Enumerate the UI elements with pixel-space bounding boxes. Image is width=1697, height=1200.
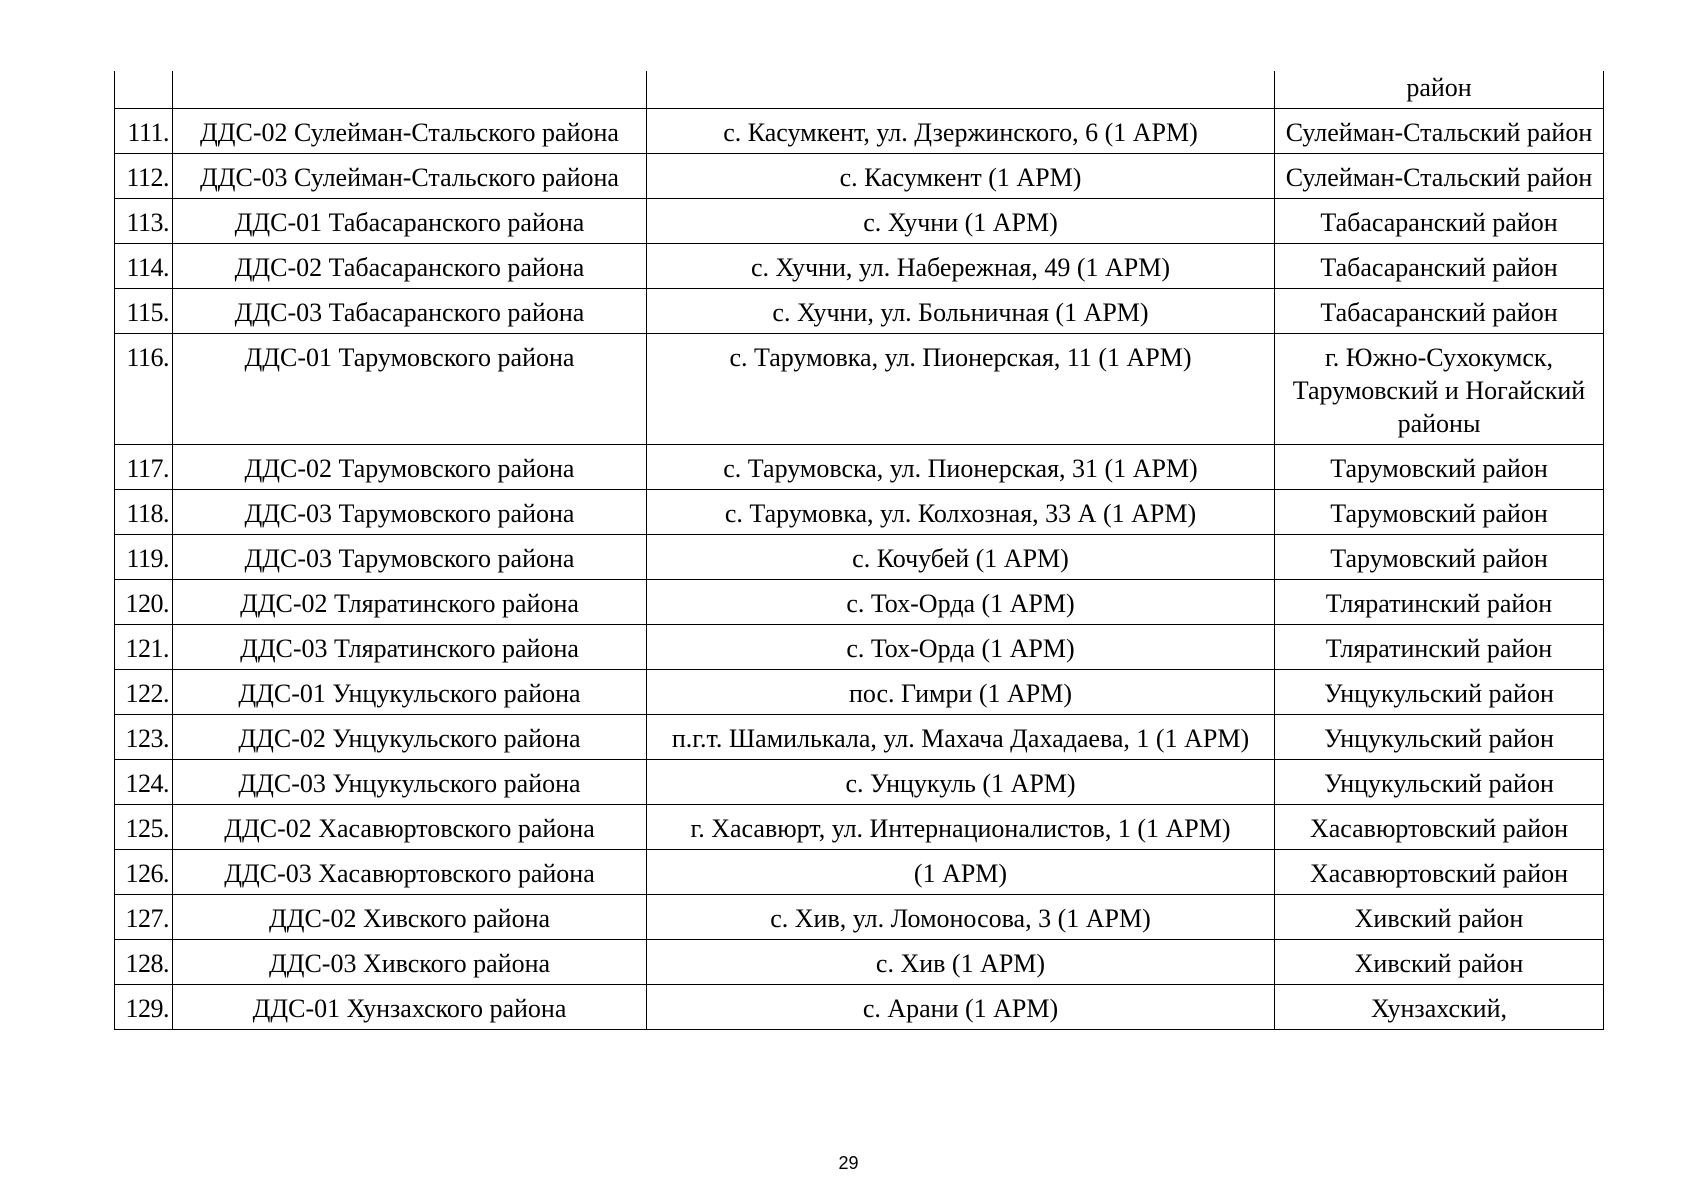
cell-area: Унцукульский район [1275,670,1604,715]
cell-name: ДДС-02 Сулейман-Стальского района [173,109,647,154]
table-row [115,985,1604,1030]
cell-name: ДДС-02 Тарумовского района [173,445,647,490]
cell-address: с. Арани (1 АРМ) [647,985,1275,1030]
table-row [115,334,1604,445]
cell-area: Хасавюртовский район [1275,850,1604,895]
table-row [115,940,1604,985]
cell-name: ДДС-01 Хунзахского района [173,985,647,1030]
cell-address: с. Тарумовка, ул. Колхозная, 33 А (1 АРМ) [647,490,1275,535]
cell-address: с. Хив, ул. Ломоносова, 3 (1 АРМ) [647,895,1275,940]
cell-name: ДДС-03 Унцукульского района [173,760,647,805]
table-row [115,850,1604,895]
table-row [115,199,1604,244]
cell-name: ДДС-01 Унцукульского района [173,670,647,715]
cell-num: 119. [115,535,173,580]
cell-area: Унцукульский район [1275,760,1604,805]
cell-name: ДДС-03 Хасавюртовского района [173,850,647,895]
table-row [115,805,1604,850]
cell-num: 116. [115,334,173,445]
cell-area: Хивский район [1275,940,1604,985]
table-row [115,895,1604,940]
cell-area: Тарумовский район [1275,490,1604,535]
table-row [115,760,1604,805]
table-row [115,670,1604,715]
cell-name: ДДС-03 Тарумовского района [173,490,647,535]
cell-num: 121. [115,625,173,670]
cell-address: с. Тарумовска, ул. Пионерская, 31 (1 АРМ) [647,445,1275,490]
cell-address: с. Тох-Орда (1 АРМ) [647,580,1275,625]
cell-address: с. Хучни (1 АРМ) [647,199,1275,244]
cell-address: (1 АРМ) [647,850,1275,895]
cell-num: 118. [115,490,173,535]
cell-name: ДДС-02 Хасавюртовского района [173,805,647,850]
cell-name: ДДС-03 Табасаранского района [173,289,647,334]
cell-area: Сулейман-Стальский район [1275,109,1604,154]
table-row [115,715,1604,760]
cell-area: Табасаранский район [1275,289,1604,334]
cell-address: с. Хив (1 АРМ) [647,940,1275,985]
cell-name: ДДС-02 Табасаранского района [173,244,647,289]
cell-area: г. Южно-Сухокумск, Тарумовский и Ногайский районы [1275,334,1604,445]
cell-num: 117. [115,445,173,490]
cell-area: район [1275,71,1604,109]
cell-name [173,71,647,109]
cell-num: 114. [115,244,173,289]
cell-area: Тарумовский район [1275,445,1604,490]
cell-name: ДДС-02 Тляратинского района [173,580,647,625]
cell-address: с. Тарумовка, ул. Пионерская, 11 (1 АРМ) [647,334,1275,445]
cell-name: ДДС-03 Тарумовского района [173,535,647,580]
cell-address: с. Кочубей (1 АРМ) [647,535,1275,580]
cell-num: 113. [115,199,173,244]
table-row [115,109,1604,154]
cell-num: 124. [115,760,173,805]
cell-num: 125. [115,805,173,850]
cell-address: с. Хучни, ул. Набережная, 49 (1 АРМ) [647,244,1275,289]
cell-name: ДДС-01 Табасаранского района [173,199,647,244]
cell-name: ДДС-03 Хивского района [173,940,647,985]
cell-address: г. Хасавюрт, ул. Интернационалистов, 1 (1 АРМ) [647,805,1275,850]
cell-area: Сулейман-Стальский район [1275,154,1604,199]
cell-area: Тляратинский район [1275,580,1604,625]
cell-num: 122. [115,670,173,715]
cell-area: Унцукульский район [1275,715,1604,760]
dispatch-services-table [114,71,1604,1030]
cell-num: 111. [115,109,173,154]
cell-area: Хунзахский, [1275,985,1604,1030]
cell-num: 126. [115,850,173,895]
cell-num: 120. [115,580,173,625]
cell-name: ДДС-01 Тарумовского района [173,334,647,445]
table-row [115,445,1604,490]
cell-name: ДДС-02 Хивского района [173,895,647,940]
table-row [115,490,1604,535]
page-number: 29 [838,1153,859,1173]
table-row [115,289,1604,334]
cell-area: Хасавюртовский район [1275,805,1604,850]
table-row [115,580,1604,625]
cell-area: Тарумовский район [1275,535,1604,580]
cell-name: ДДС-02 Унцукульского района [173,715,647,760]
cell-num: 129. [115,985,173,1030]
continuation-row [115,71,1604,109]
cell-area: Хивский район [1275,895,1604,940]
table-body [115,71,1604,1030]
cell-address: с. Тох-Орда (1 АРМ) [647,625,1275,670]
cell-num: 123. [115,715,173,760]
cell-num [115,71,173,109]
cell-address: с. Хучни, ул. Больничная (1 АРМ) [647,289,1275,334]
cell-num: 127. [115,895,173,940]
cell-area: Табасаранский район [1275,199,1604,244]
cell-num: 128. [115,940,173,985]
cell-area: Тляратинский район [1275,625,1604,670]
cell-address: с. Касумкент (1 АРМ) [647,154,1275,199]
cell-num: 112. [115,154,173,199]
cell-num: 115. [115,289,173,334]
cell-name: ДДС-03 Сулейман-Стальского района [173,154,647,199]
table-row [115,625,1604,670]
cell-address: с. Касумкент, ул. Дзержинского, 6 (1 АРМ) [647,109,1275,154]
table-row [115,535,1604,580]
cell-area: Табасаранский район [1275,244,1604,289]
cell-address [647,71,1275,109]
table-row [115,244,1604,289]
cell-address: п.г.т. Шамилькала, ул. Махача Дахадаева, 1 (1 АРМ) [647,715,1275,760]
cell-name: ДДС-03 Тляратинского района [173,625,647,670]
table-row [115,154,1604,199]
cell-address: с. Унцукуль (1 АРМ) [647,760,1275,805]
cell-address: пос. Гимри (1 АРМ) [647,670,1275,715]
